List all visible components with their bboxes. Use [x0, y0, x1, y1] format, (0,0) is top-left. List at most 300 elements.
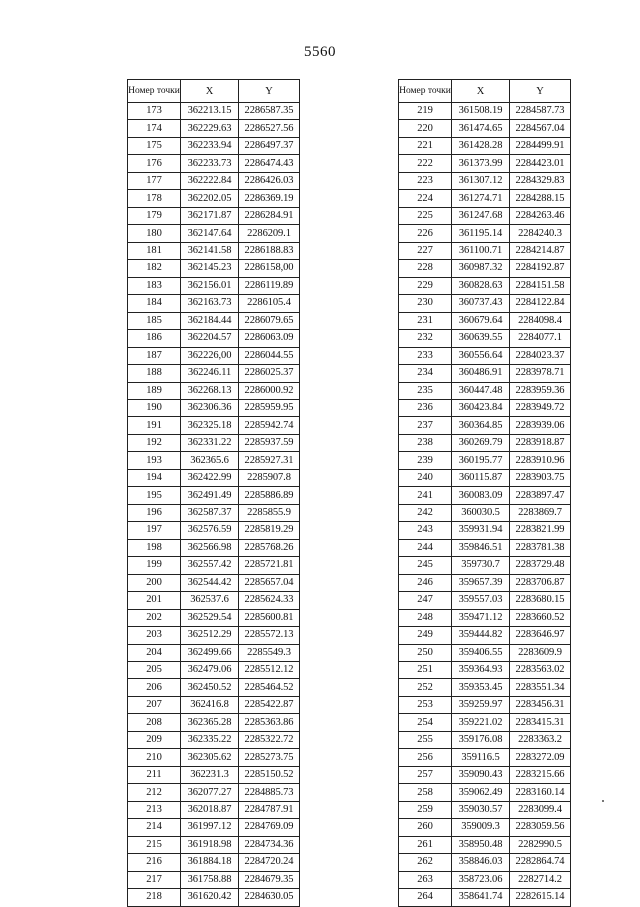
table-row [128, 662, 300, 679]
point-number-cell: 240 [399, 469, 452, 486]
y-coordinate-cell: 2284263.46 [510, 207, 571, 224]
x-coordinate-cell: 361620.42 [181, 889, 239, 906]
table-row [128, 137, 300, 154]
table-row [128, 592, 300, 609]
point-number-cell: 202 [128, 609, 181, 626]
x-coordinate-cell: 360195.77 [452, 452, 510, 469]
x-coordinate-cell: 362145.23 [181, 260, 239, 277]
point-number-cell: 206 [128, 679, 181, 696]
y-coordinate-cell: 2284151.58 [510, 277, 571, 294]
table-row [399, 871, 571, 888]
x-coordinate-cell: 361508.19 [452, 103, 510, 120]
table-row [128, 696, 300, 713]
y-coordinate-cell: 2285572.13 [239, 627, 300, 644]
table-row [128, 766, 300, 783]
point-number-cell: 245 [399, 557, 452, 574]
x-coordinate-cell: 359657.39 [452, 574, 510, 591]
y-coordinate-cell: 2283099.4 [510, 801, 571, 818]
point-number-cell: 218 [128, 889, 181, 906]
x-coordinate-cell: 362305.62 [181, 749, 239, 766]
x-coordinate-cell: 362365.28 [181, 714, 239, 731]
point-number-cell: 209 [128, 731, 181, 748]
header-point-number: Номер точки [128, 80, 181, 103]
table-row [399, 487, 571, 504]
point-number-cell: 185 [128, 312, 181, 329]
y-coordinate-cell: 2286158,00 [239, 260, 300, 277]
y-coordinate-cell: 2285907.8 [239, 469, 300, 486]
header-point-number: Номер точки [399, 80, 452, 103]
y-coordinate-cell: 2283939.06 [510, 417, 571, 434]
y-coordinate-cell: 2284214.87 [510, 242, 571, 259]
x-coordinate-cell: 362171.87 [181, 207, 239, 224]
y-coordinate-cell: 2283563.02 [510, 662, 571, 679]
y-coordinate-cell: 2284769.09 [239, 819, 300, 836]
table-row [128, 347, 300, 364]
x-coordinate-cell: 358641.74 [452, 889, 510, 906]
y-coordinate-cell: 2284288.15 [510, 190, 571, 207]
y-coordinate-cell: 2283918.87 [510, 434, 571, 451]
x-coordinate-cell: 362325.18 [181, 417, 239, 434]
table-row [128, 434, 300, 451]
table-row [128, 574, 300, 591]
y-coordinate-cell: 2284329.83 [510, 172, 571, 189]
table-row [128, 382, 300, 399]
table-row [399, 504, 571, 521]
y-coordinate-cell: 2283949.72 [510, 399, 571, 416]
x-coordinate-cell: 359353.45 [452, 679, 510, 696]
x-coordinate-cell: 362306.36 [181, 399, 239, 416]
table-row [399, 609, 571, 626]
y-coordinate-cell: 2283551.34 [510, 679, 571, 696]
x-coordinate-cell: 361247.68 [452, 207, 510, 224]
y-coordinate-cell: 2286063.09 [239, 330, 300, 347]
table-row [399, 731, 571, 748]
table-row [128, 172, 300, 189]
y-coordinate-cell: 2286188.83 [239, 242, 300, 259]
y-coordinate-cell: 2284077.1 [510, 330, 571, 347]
x-coordinate-cell: 362499.66 [181, 644, 239, 661]
x-coordinate-cell: 362018.87 [181, 801, 239, 818]
y-coordinate-cell: 2285322.72 [239, 731, 300, 748]
y-coordinate-cell: 2285150.52 [239, 766, 300, 783]
y-coordinate-cell: 2285600.81 [239, 609, 300, 626]
x-coordinate-cell: 362491.49 [181, 487, 239, 504]
table-row [399, 592, 571, 609]
y-coordinate-cell: 2285927.31 [239, 452, 300, 469]
table-row [128, 155, 300, 172]
table-row [128, 207, 300, 224]
y-coordinate-cell: 2286079.65 [239, 312, 300, 329]
point-number-cell: 207 [128, 696, 181, 713]
x-coordinate-cell: 358846.03 [452, 854, 510, 871]
y-coordinate-cell: 2283415.31 [510, 714, 571, 731]
x-coordinate-cell: 362184.44 [181, 312, 239, 329]
table-row [128, 312, 300, 329]
x-coordinate-cell: 359846.51 [452, 539, 510, 556]
table-row [128, 452, 300, 469]
y-coordinate-cell: 2285959.95 [239, 399, 300, 416]
coordinates-table-left [127, 79, 300, 907]
point-number-cell: 232 [399, 330, 452, 347]
x-coordinate-cell: 362226,00 [181, 347, 239, 364]
x-coordinate-cell: 362422.99 [181, 469, 239, 486]
x-coordinate-cell: 359471.12 [452, 609, 510, 626]
x-coordinate-cell: 362557.42 [181, 557, 239, 574]
table-row [128, 854, 300, 871]
y-coordinate-cell: 2283959.36 [510, 382, 571, 399]
point-number-cell: 196 [128, 504, 181, 521]
point-number-cell: 258 [399, 784, 452, 801]
table-row [128, 295, 300, 312]
y-coordinate-cell: 2285657.04 [239, 574, 300, 591]
x-coordinate-cell: 360737.43 [452, 295, 510, 312]
point-number-cell: 189 [128, 382, 181, 399]
point-number-cell: 188 [128, 365, 181, 382]
point-number-cell: 224 [399, 190, 452, 207]
y-coordinate-cell: 2283978.71 [510, 365, 571, 382]
y-coordinate-cell: 2283706.87 [510, 574, 571, 591]
y-coordinate-cell: 2284787.91 [239, 801, 300, 818]
x-coordinate-cell: 361274.71 [452, 190, 510, 207]
table-row [128, 522, 300, 539]
table-row [399, 679, 571, 696]
x-coordinate-cell: 358723.06 [452, 871, 510, 888]
y-coordinate-cell: 2285819.29 [239, 522, 300, 539]
y-coordinate-cell: 2283660.52 [510, 609, 571, 626]
table-row [399, 889, 571, 906]
table-row [399, 120, 571, 137]
table-row [128, 836, 300, 853]
y-coordinate-cell: 2283729.48 [510, 557, 571, 574]
x-coordinate-cell: 362268.13 [181, 382, 239, 399]
x-coordinate-cell: 361758.88 [181, 871, 239, 888]
y-coordinate-cell: 2285624.33 [239, 592, 300, 609]
table-row [128, 417, 300, 434]
y-coordinate-cell: 2285549.3 [239, 644, 300, 661]
y-coordinate-cell: 2283680.15 [510, 592, 571, 609]
y-coordinate-cell: 2283272.09 [510, 749, 571, 766]
point-number-cell: 243 [399, 522, 452, 539]
point-number-cell: 205 [128, 662, 181, 679]
point-number-cell: 255 [399, 731, 452, 748]
y-coordinate-cell: 2284098.4 [510, 312, 571, 329]
x-coordinate-cell: 362231.3 [181, 766, 239, 783]
x-coordinate-cell: 360083.09 [452, 487, 510, 504]
x-coordinate-cell: 362335.22 [181, 731, 239, 748]
table-row [128, 487, 300, 504]
x-coordinate-cell: 362544.42 [181, 574, 239, 591]
point-number-cell: 176 [128, 155, 181, 172]
table-row [399, 172, 571, 189]
point-number-cell: 254 [399, 714, 452, 731]
x-coordinate-cell: 360269.79 [452, 434, 510, 451]
table-row [399, 574, 571, 591]
point-number-cell: 198 [128, 539, 181, 556]
page-number: 5560 [304, 44, 336, 60]
point-number-cell: 225 [399, 207, 452, 224]
table-row [128, 504, 300, 521]
x-coordinate-cell: 362566.98 [181, 539, 239, 556]
header-x: X [452, 80, 510, 103]
y-coordinate-cell: 2282864.74 [510, 854, 571, 871]
table-row [128, 330, 300, 347]
y-coordinate-cell: 2282990.5 [510, 836, 571, 853]
table-row [399, 452, 571, 469]
point-number-cell: 182 [128, 260, 181, 277]
table-row [128, 260, 300, 277]
y-coordinate-cell: 2286105.4 [239, 295, 300, 312]
point-number-cell: 235 [399, 382, 452, 399]
table-row [399, 399, 571, 416]
y-coordinate-cell: 2284587.73 [510, 103, 571, 120]
y-coordinate-cell: 2286209.1 [239, 225, 300, 242]
y-coordinate-cell: 2284122.84 [510, 295, 571, 312]
y-coordinate-cell: 2285937.59 [239, 434, 300, 451]
y-coordinate-cell: 2283910.96 [510, 452, 571, 469]
x-coordinate-cell: 362365.6 [181, 452, 239, 469]
point-number-cell: 215 [128, 836, 181, 853]
x-coordinate-cell: 360364.85 [452, 417, 510, 434]
x-coordinate-cell: 359364.93 [452, 662, 510, 679]
header-y: Y [510, 80, 571, 103]
point-number-cell: 181 [128, 242, 181, 259]
x-coordinate-cell: 360447.48 [452, 382, 510, 399]
point-number-cell: 197 [128, 522, 181, 539]
point-number-cell: 231 [399, 312, 452, 329]
table-row [399, 662, 571, 679]
header-x: X [181, 80, 239, 103]
x-coordinate-cell: 362202.05 [181, 190, 239, 207]
y-coordinate-cell: 2286119.89 [239, 277, 300, 294]
point-number-cell: 214 [128, 819, 181, 836]
x-coordinate-cell: 362479.06 [181, 662, 239, 679]
point-number-cell: 208 [128, 714, 181, 731]
x-coordinate-cell: 360679.64 [452, 312, 510, 329]
table-header-row [399, 80, 571, 103]
point-number-cell: 203 [128, 627, 181, 644]
point-number-cell: 264 [399, 889, 452, 906]
table-row [399, 836, 571, 853]
table-row [399, 347, 571, 364]
point-number-cell: 261 [399, 836, 452, 853]
y-coordinate-cell: 2284240.3 [510, 225, 571, 242]
y-coordinate-cell: 2286474.43 [239, 155, 300, 172]
point-number-cell: 186 [128, 330, 181, 347]
y-coordinate-cell: 2285422.87 [239, 696, 300, 713]
table-row [128, 469, 300, 486]
point-number-cell: 238 [399, 434, 452, 451]
y-coordinate-cell: 2286000.92 [239, 382, 300, 399]
point-number-cell: 227 [399, 242, 452, 259]
table-row [399, 539, 571, 556]
y-coordinate-cell: 2283903.75 [510, 469, 571, 486]
point-number-cell: 178 [128, 190, 181, 207]
y-coordinate-cell: 2286426.03 [239, 172, 300, 189]
point-number-cell: 211 [128, 766, 181, 783]
table-row [128, 714, 300, 731]
point-number-cell: 204 [128, 644, 181, 661]
x-coordinate-cell: 361307.12 [452, 172, 510, 189]
table-row [399, 277, 571, 294]
table-row [399, 365, 571, 382]
table-row [399, 242, 571, 259]
point-number-cell: 193 [128, 452, 181, 469]
y-coordinate-cell: 2285942.74 [239, 417, 300, 434]
point-number-cell: 259 [399, 801, 452, 818]
point-number-cell: 252 [399, 679, 452, 696]
x-coordinate-cell: 359221.02 [452, 714, 510, 731]
table-row [128, 801, 300, 818]
y-coordinate-cell: 2286044.55 [239, 347, 300, 364]
x-coordinate-cell: 359406.55 [452, 644, 510, 661]
point-number-cell: 223 [399, 172, 452, 189]
table-row [399, 190, 571, 207]
y-coordinate-cell: 2284192.87 [510, 260, 571, 277]
x-coordinate-cell: 359931.94 [452, 522, 510, 539]
x-coordinate-cell: 361918.98 [181, 836, 239, 853]
y-coordinate-cell: 2283869.7 [510, 504, 571, 521]
y-coordinate-cell: 2286025.37 [239, 365, 300, 382]
x-coordinate-cell: 362163.73 [181, 295, 239, 312]
table-row [128, 277, 300, 294]
point-number-cell: 221 [399, 137, 452, 154]
point-number-cell: 237 [399, 417, 452, 434]
coordinates-table-right [398, 79, 571, 907]
table-row [399, 644, 571, 661]
point-number-cell: 246 [399, 574, 452, 591]
table-row [128, 103, 300, 120]
table-row [128, 679, 300, 696]
point-number-cell: 256 [399, 749, 452, 766]
x-coordinate-cell: 362537.6 [181, 592, 239, 609]
x-coordinate-cell: 360030.5 [452, 504, 510, 521]
x-coordinate-cell: 360556.64 [452, 347, 510, 364]
y-coordinate-cell: 2283363.2 [510, 731, 571, 748]
x-coordinate-cell: 360987.32 [452, 260, 510, 277]
y-coordinate-cell: 2285363.86 [239, 714, 300, 731]
point-number-cell: 187 [128, 347, 181, 364]
x-coordinate-cell: 362529.54 [181, 609, 239, 626]
y-coordinate-cell: 2284630.05 [239, 889, 300, 906]
x-coordinate-cell: 362204.57 [181, 330, 239, 347]
table-row [399, 382, 571, 399]
table-row [128, 644, 300, 661]
table-row [399, 417, 571, 434]
table-row [128, 609, 300, 626]
x-coordinate-cell: 359009.3 [452, 819, 510, 836]
x-coordinate-cell: 361884.18 [181, 854, 239, 871]
table-row [128, 819, 300, 836]
point-number-cell: 199 [128, 557, 181, 574]
x-coordinate-cell: 358950.48 [452, 836, 510, 853]
x-coordinate-cell: 361373.99 [452, 155, 510, 172]
x-coordinate-cell: 361474.65 [452, 120, 510, 137]
point-number-cell: 191 [128, 417, 181, 434]
table-row [399, 854, 571, 871]
point-number-cell: 250 [399, 644, 452, 661]
x-coordinate-cell: 359030.57 [452, 801, 510, 818]
scan-speck [602, 800, 604, 802]
y-coordinate-cell: 2284499.91 [510, 137, 571, 154]
y-coordinate-cell: 2283609.9 [510, 644, 571, 661]
point-number-cell: 184 [128, 295, 181, 312]
point-number-cell: 242 [399, 504, 452, 521]
point-number-cell: 249 [399, 627, 452, 644]
x-coordinate-cell: 362233.73 [181, 155, 239, 172]
y-coordinate-cell: 2286284.91 [239, 207, 300, 224]
x-coordinate-cell: 361100.71 [452, 242, 510, 259]
y-coordinate-cell: 2282714.2 [510, 871, 571, 888]
y-coordinate-cell: 2286369.19 [239, 190, 300, 207]
y-coordinate-cell: 2285855.9 [239, 504, 300, 521]
x-coordinate-cell: 359730.7 [452, 557, 510, 574]
y-coordinate-cell: 2283160.14 [510, 784, 571, 801]
point-number-cell: 233 [399, 347, 452, 364]
y-coordinate-cell: 2284734.36 [239, 836, 300, 853]
x-coordinate-cell: 362222.84 [181, 172, 239, 189]
table-row [128, 871, 300, 888]
table-row [128, 784, 300, 801]
table-row [399, 714, 571, 731]
table-row [399, 103, 571, 120]
x-coordinate-cell: 362331.22 [181, 434, 239, 451]
point-number-cell: 212 [128, 784, 181, 801]
table-row [128, 242, 300, 259]
point-number-cell: 216 [128, 854, 181, 871]
point-number-cell: 239 [399, 452, 452, 469]
point-number-cell: 217 [128, 871, 181, 888]
point-number-cell: 263 [399, 871, 452, 888]
x-coordinate-cell: 360423.84 [452, 399, 510, 416]
y-coordinate-cell: 2284567.04 [510, 120, 571, 137]
x-coordinate-cell: 362156.01 [181, 277, 239, 294]
point-number-cell: 183 [128, 277, 181, 294]
x-coordinate-cell: 360486.91 [452, 365, 510, 382]
point-number-cell: 248 [399, 609, 452, 626]
x-coordinate-cell: 359062.49 [452, 784, 510, 801]
table-row [399, 696, 571, 713]
table-header-row [128, 80, 300, 103]
point-number-cell: 260 [399, 819, 452, 836]
table-row [128, 120, 300, 137]
point-number-cell: 251 [399, 662, 452, 679]
point-number-cell: 195 [128, 487, 181, 504]
x-coordinate-cell: 359116.5 [452, 749, 510, 766]
table-row [128, 889, 300, 906]
y-coordinate-cell: 2283897.47 [510, 487, 571, 504]
x-coordinate-cell: 362576.59 [181, 522, 239, 539]
point-number-cell: 192 [128, 434, 181, 451]
point-number-cell: 241 [399, 487, 452, 504]
table-row [128, 365, 300, 382]
table-row [399, 469, 571, 486]
x-coordinate-cell: 362246.11 [181, 365, 239, 382]
y-coordinate-cell: 2285886.89 [239, 487, 300, 504]
point-number-cell: 229 [399, 277, 452, 294]
point-number-cell: 180 [128, 225, 181, 242]
table-row [128, 627, 300, 644]
y-coordinate-cell: 2283215.66 [510, 766, 571, 783]
y-coordinate-cell: 2284423.01 [510, 155, 571, 172]
table-row [399, 522, 571, 539]
point-number-cell: 222 [399, 155, 452, 172]
x-coordinate-cell: 362450.52 [181, 679, 239, 696]
table-row [399, 155, 571, 172]
table-row [128, 749, 300, 766]
table-row [399, 766, 571, 783]
point-number-cell: 179 [128, 207, 181, 224]
y-coordinate-cell: 2283646.97 [510, 627, 571, 644]
